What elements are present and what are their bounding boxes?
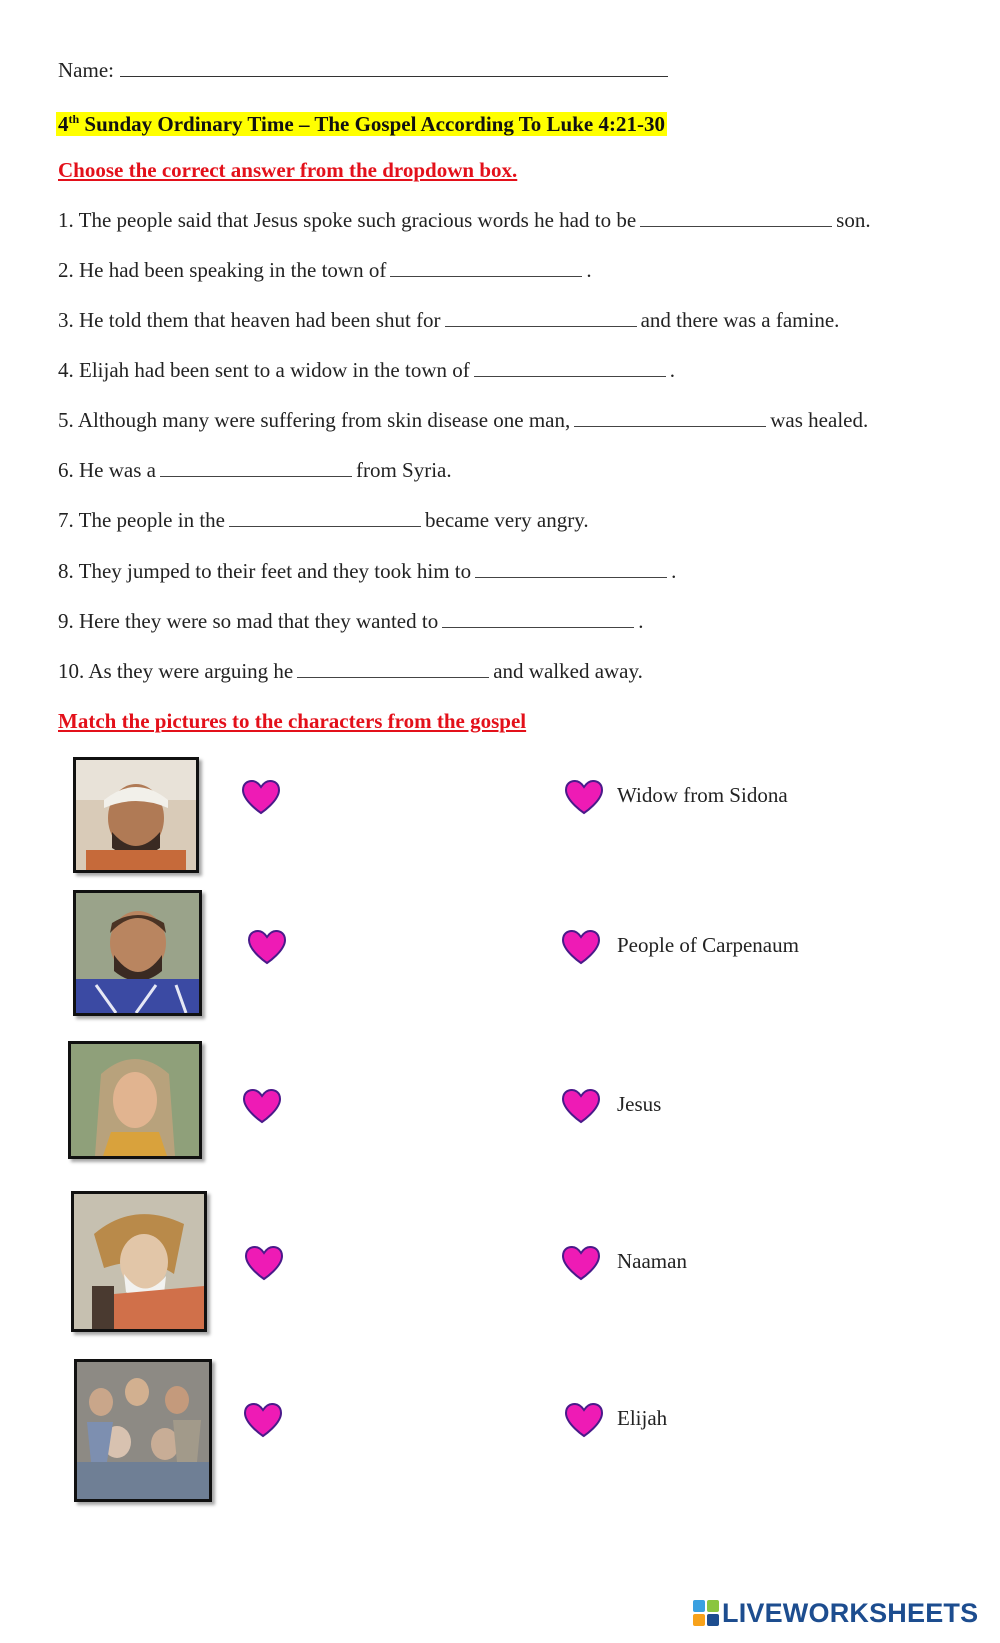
title-ordinal: th xyxy=(68,112,80,126)
answer-dropdown-1[interactable] xyxy=(640,208,832,227)
question-7: 7. The people in the became very angry. xyxy=(58,508,589,532)
heart-icon[interactable] xyxy=(244,1245,284,1281)
answer-dropdown-6[interactable] xyxy=(160,458,352,477)
heart-icon[interactable] xyxy=(243,1402,283,1438)
question-5: 5. Although many were suffering from skin disease one man, was healed. xyxy=(58,408,869,432)
heart-icon[interactable] xyxy=(561,1245,601,1281)
picture-elijah xyxy=(73,757,199,873)
match-label-widow: Widow from Sidona xyxy=(617,783,788,807)
question-1: 1. The people said that Jesus spoke such gracious words he had to be son. xyxy=(58,208,871,232)
title-number: 4 xyxy=(58,112,69,136)
heart-icon[interactable] xyxy=(561,929,601,965)
name-field[interactable] xyxy=(120,56,668,77)
title-text: Sunday Ordinary Time – The Gospel According To Luke 4:21-30 xyxy=(79,112,665,136)
heart-icon[interactable] xyxy=(564,779,604,815)
answer-dropdown-10[interactable] xyxy=(297,659,489,678)
name-label: Name: xyxy=(58,58,114,82)
question-4: 4. Elijah had been sent to a widow in the town of . xyxy=(58,358,675,382)
picture-people-of-carpenaum xyxy=(74,1359,212,1502)
question-3: 3. He told them that heaven had been shut for and there was a famine. xyxy=(58,308,840,332)
picture-widow xyxy=(71,1191,207,1332)
heart-icon[interactable] xyxy=(247,929,287,965)
name-row xyxy=(58,56,668,83)
picture-jesus xyxy=(68,1041,202,1159)
match-label-jesus: Jesus xyxy=(617,1092,662,1116)
answer-dropdown-3[interactable] xyxy=(445,308,637,327)
heart-icon[interactable] xyxy=(242,1088,282,1124)
question-8: 8. They jumped to their feet and they took him to . xyxy=(58,559,677,583)
heart-icon[interactable] xyxy=(564,1402,604,1438)
match-label-naaman: Naaman xyxy=(617,1249,687,1273)
heart-icon[interactable] xyxy=(241,779,281,815)
picture-naaman xyxy=(73,890,202,1016)
brand-name: LIVEWORKSHEETS xyxy=(722,1597,979,1628)
question-10: 10. As they were arguing he and walked away. xyxy=(58,659,643,683)
answer-dropdown-8[interactable] xyxy=(475,559,667,578)
answer-dropdown-2[interactable] xyxy=(390,258,582,277)
question-2: 2. He had been speaking in the town of . xyxy=(58,258,592,282)
section-dropdown-heading: Choose the correct answer from the dropdown box. xyxy=(58,158,518,182)
match-label-elijah: Elijah xyxy=(617,1406,668,1430)
heart-icon[interactable] xyxy=(561,1088,601,1124)
liveworksheets-logo-icon xyxy=(693,1600,719,1626)
question-9: 9. Here they were so mad that they wanted to . xyxy=(58,609,644,633)
answer-dropdown-5[interactable] xyxy=(574,408,766,427)
question-6: 6. He was a from Syria. xyxy=(58,458,452,482)
section-matching-heading: Match the pictures to the characters from the gospel xyxy=(58,709,527,733)
answer-dropdown-7[interactable] xyxy=(229,508,421,527)
match-label-people: People of Carpenaum xyxy=(617,933,799,957)
worksheet-title xyxy=(56,106,667,137)
answer-dropdown-4[interactable] xyxy=(474,358,666,377)
answer-dropdown-9[interactable] xyxy=(442,609,634,628)
liveworksheets-logo xyxy=(693,1596,978,1630)
